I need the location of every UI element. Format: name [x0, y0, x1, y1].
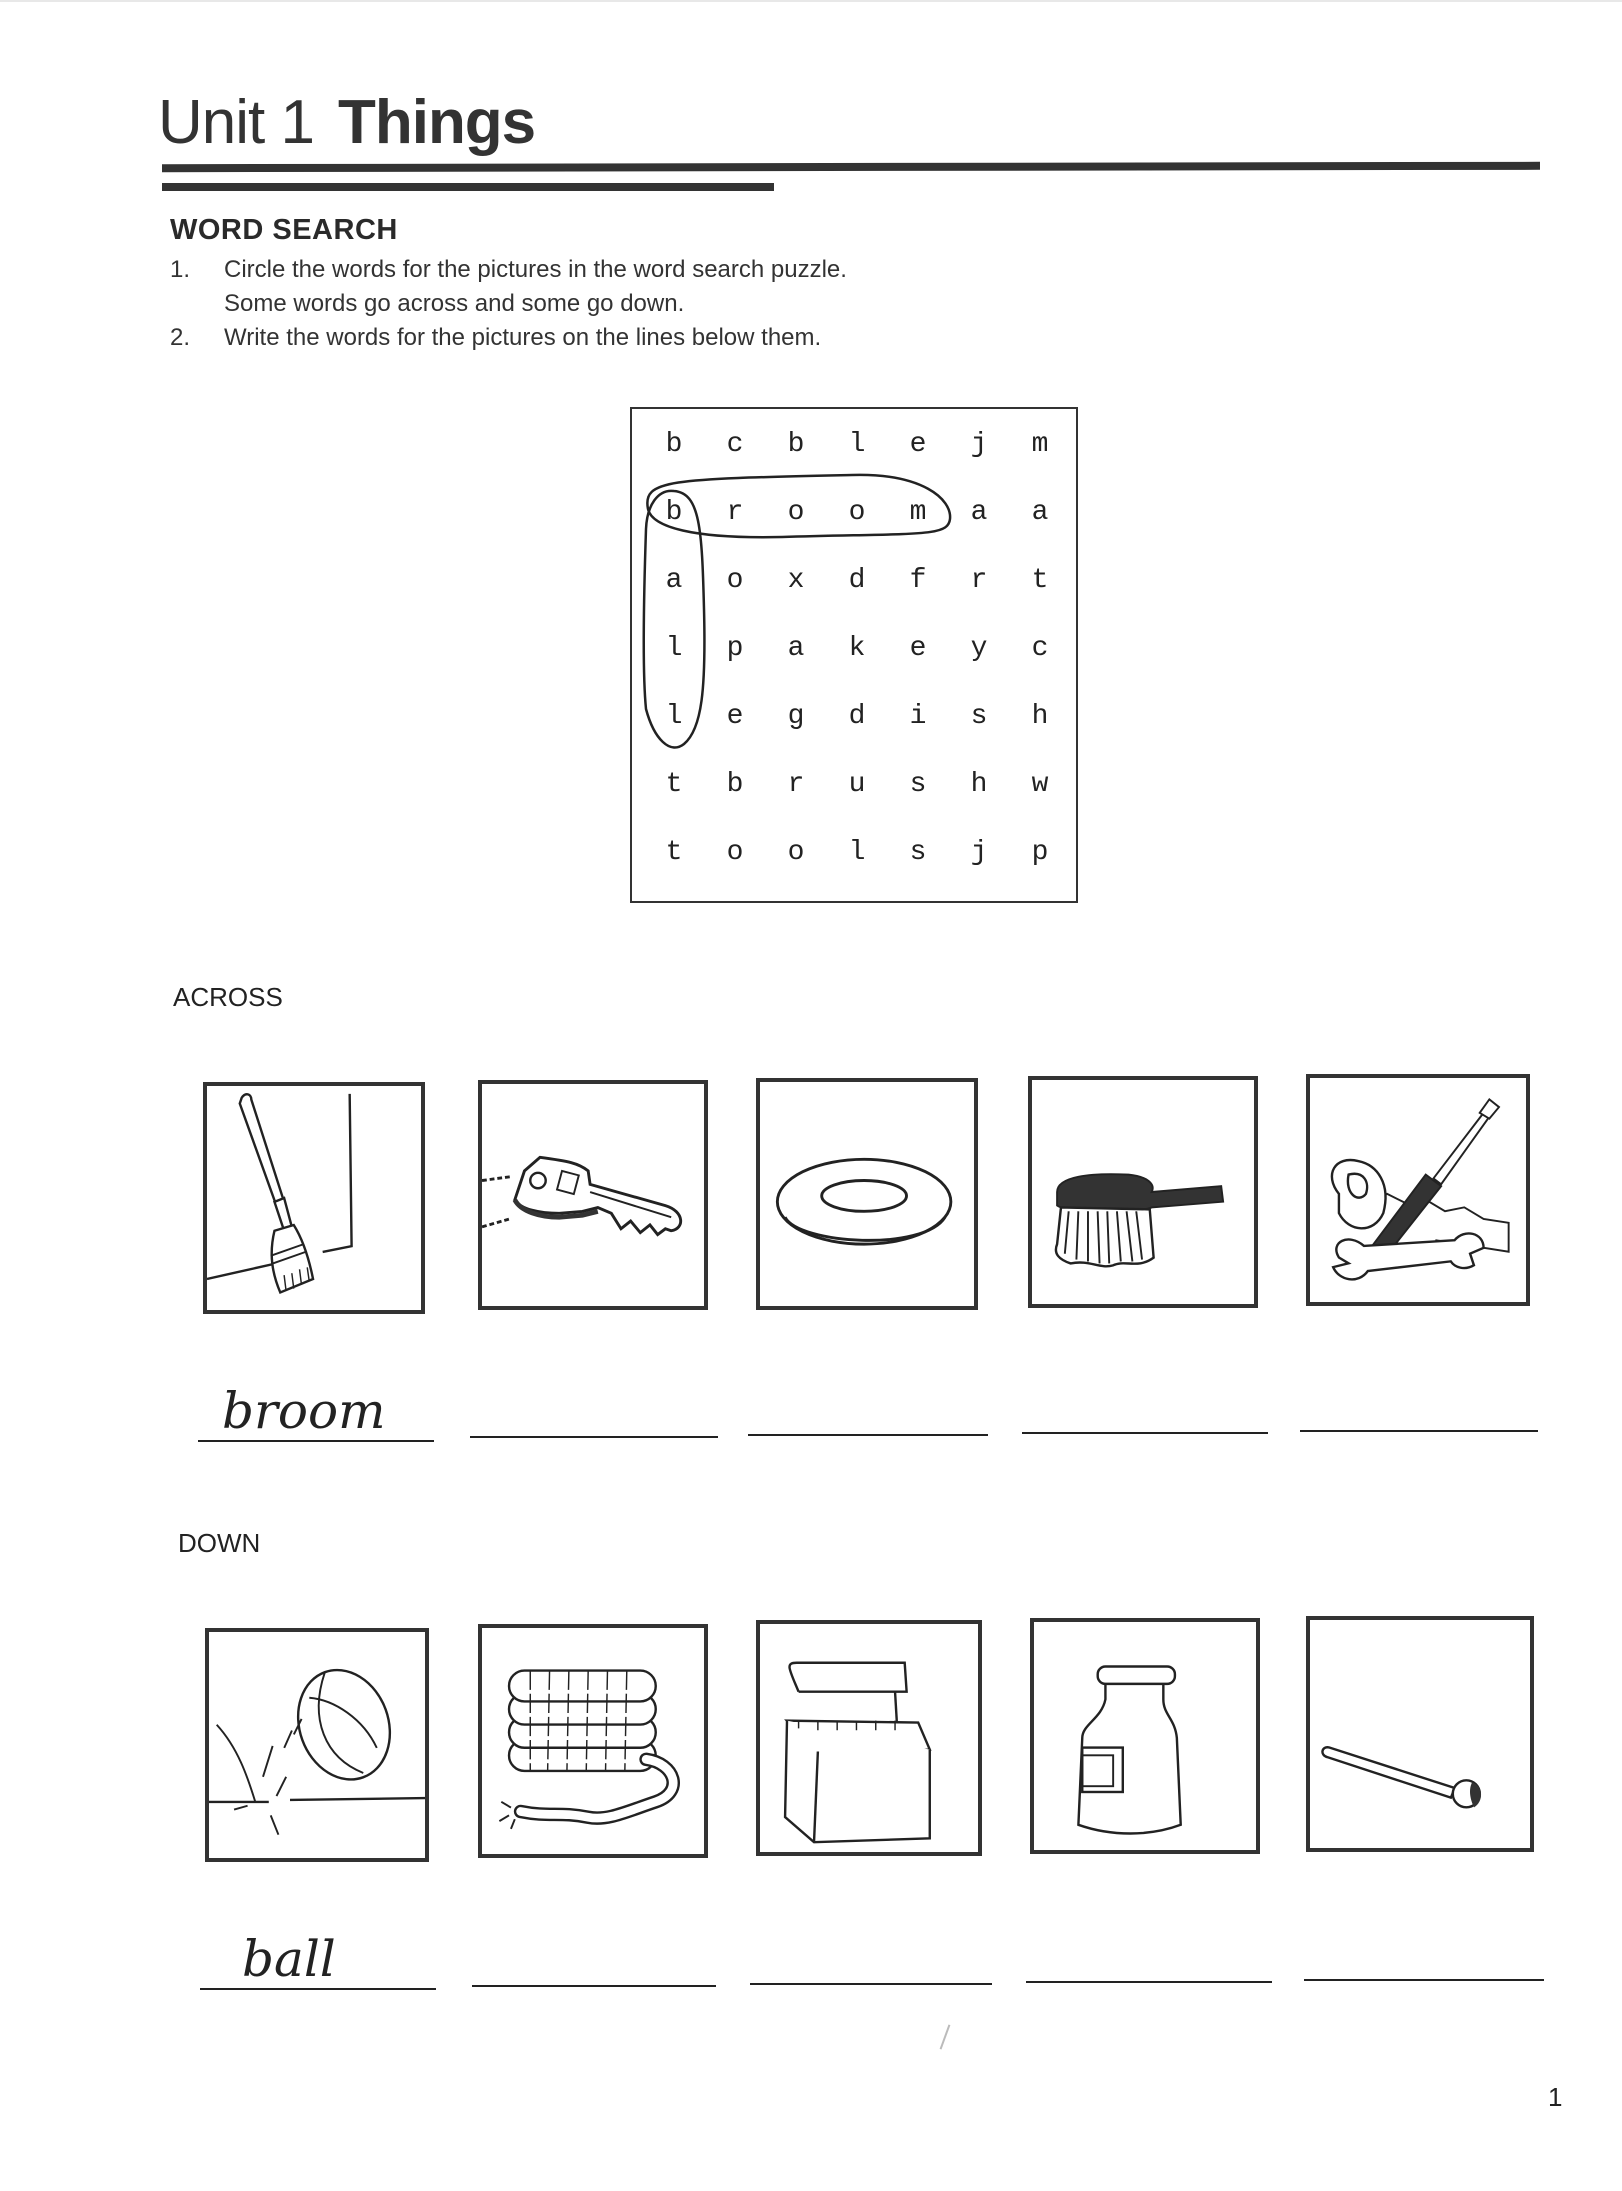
grid-cell[interactable]: t — [665, 769, 683, 800]
grid-cell[interactable]: l — [665, 633, 683, 664]
grid-cell[interactable]: j — [970, 429, 988, 460]
grid-cell[interactable]: b — [665, 429, 683, 460]
grid-cell[interactable]: u — [848, 769, 866, 800]
grid-cell[interactable]: i — [909, 701, 927, 732]
grid-cell[interactable]: y — [970, 633, 988, 664]
picture-ball — [205, 1628, 429, 1862]
grid-cell[interactable]: b — [726, 769, 744, 800]
instruction-text: Write the words for the pictures on the lines below them. — [224, 324, 822, 351]
instruction-2 — [170, 324, 821, 352]
down-label: DOWN — [178, 1528, 261, 1558]
picture-broom — [203, 1082, 425, 1314]
grid-cell[interactable]: l — [848, 429, 866, 460]
picture-rope — [478, 1624, 708, 1858]
grid-cell[interactable]: s — [970, 701, 988, 732]
instruction-number: 2. — [170, 324, 191, 351]
grid-cell[interactable]: h — [1031, 701, 1049, 732]
picture-key — [478, 1080, 708, 1310]
grid-cell[interactable]: r — [970, 565, 988, 596]
answer-line-dish[interactable] — [748, 1434, 988, 1436]
grid-cell[interactable]: r — [726, 497, 744, 528]
grid-cell[interactable]: a — [1031, 497, 1049, 528]
answer-line-box[interactable] — [750, 1983, 992, 1985]
word-search-grid[interactable] — [630, 407, 1078, 903]
answer-line-key[interactable] — [470, 1436, 718, 1438]
grid-cell[interactable]: o — [726, 565, 744, 596]
box-icon — [760, 1624, 978, 1852]
grid-cell[interactable]: c — [1031, 633, 1049, 664]
grid-cell[interactable]: k — [848, 633, 866, 664]
answer-line-brush[interactable] — [1022, 1432, 1268, 1434]
answer-line-ball[interactable] — [200, 1988, 436, 1990]
grid-cell[interactable]: s — [909, 837, 927, 868]
grid-cell[interactable]: o — [848, 497, 866, 528]
picture-brush — [1028, 1076, 1258, 1308]
grid-cell[interactable]: l — [848, 837, 866, 868]
instruction-text: Some words go across and some go down. — [224, 290, 685, 317]
stray-pencil-mark — [940, 2024, 951, 2049]
grid-cell[interactable]: a — [970, 497, 988, 528]
grid-cell[interactable]: f — [909, 565, 927, 596]
page-number: 1 — [1548, 2082, 1563, 2112]
instruction-1-continued — [170, 290, 684, 318]
grid-cell[interactable]: p — [726, 633, 744, 664]
dish-icon — [760, 1082, 974, 1306]
jar-icon — [1034, 1622, 1256, 1850]
grid-cell[interactable]: j — [970, 837, 988, 868]
grid-cell[interactable]: e — [909, 633, 927, 664]
grid-cell[interactable]: m — [909, 497, 927, 528]
broom-icon — [207, 1086, 421, 1310]
title-rule-short — [162, 183, 774, 191]
picture-match — [1306, 1616, 1534, 1852]
grid-cell[interactable]: w — [1031, 769, 1049, 800]
key-icon — [482, 1084, 704, 1306]
picture-dish — [756, 1078, 978, 1310]
grid-cell[interactable]: o — [787, 837, 805, 868]
grid-cell[interactable]: b — [665, 497, 683, 528]
grid-cell[interactable]: d — [848, 701, 866, 732]
grid-cell[interactable]: r — [787, 769, 805, 800]
grid-cell[interactable]: l — [665, 701, 683, 732]
grid-cell[interactable]: p — [1031, 837, 1049, 868]
ball-icon — [209, 1632, 425, 1858]
answer-line-tools[interactable] — [1300, 1430, 1538, 1432]
instruction-text: Circle the words for the pictures in the word search puzzle. — [224, 256, 847, 283]
tools-icon — [1310, 1078, 1526, 1302]
brush-icon — [1032, 1080, 1254, 1304]
grid-cell[interactable]: g — [787, 701, 805, 732]
grid-cell[interactable]: h — [970, 769, 988, 800]
answer-ball: ball — [242, 1930, 336, 1988]
grid-cell[interactable]: m — [1031, 429, 1049, 460]
picture-jar — [1030, 1618, 1260, 1854]
answer-line-broom[interactable] — [198, 1440, 434, 1442]
grid-cell[interactable]: c — [726, 429, 744, 460]
answer-line-rope[interactable] — [472, 1985, 716, 1987]
grid-cell[interactable]: a — [787, 633, 805, 664]
grid-cell[interactable]: b — [787, 429, 805, 460]
grid-cell[interactable]: o — [787, 497, 805, 528]
picture-box — [756, 1620, 982, 1856]
unit-title: Things — [337, 88, 536, 157]
answer-line-match[interactable] — [1304, 1979, 1544, 1981]
instruction-1 — [170, 256, 847, 284]
rope-icon — [482, 1628, 704, 1854]
answer-broom: broom — [222, 1382, 386, 1440]
across-label: ACROSS — [173, 982, 283, 1012]
grid-cell[interactable]: e — [726, 701, 744, 732]
unit-label: Unit 1 — [158, 88, 314, 157]
answer-line-jar[interactable] — [1026, 1981, 1272, 1983]
grid-cell[interactable]: s — [909, 769, 927, 800]
circle-marks — [632, 409, 1080, 905]
grid-cell[interactable]: x — [787, 565, 805, 596]
grid-cell[interactable]: t — [665, 837, 683, 868]
section-heading: WORD SEARCH — [170, 214, 398, 246]
grid-cell[interactable]: t — [1031, 565, 1049, 596]
instruction-number: 1. — [170, 256, 191, 283]
title-rule-long — [162, 162, 1540, 172]
grid-cell[interactable]: a — [665, 565, 683, 596]
grid-cell[interactable]: d — [848, 565, 866, 596]
grid-cell[interactable]: e — [909, 429, 927, 460]
grid-cell[interactable]: o — [726, 837, 744, 868]
page-title — [158, 88, 536, 157]
page-top-edge — [0, 0, 1622, 2]
picture-tools — [1306, 1074, 1530, 1306]
match-icon — [1310, 1620, 1530, 1848]
